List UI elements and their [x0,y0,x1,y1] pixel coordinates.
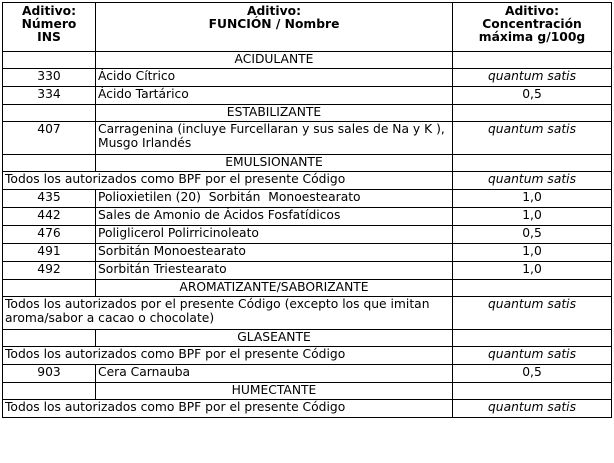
table-row [3,347,612,365]
section-title: ACIDULANTE [96,52,453,69]
conc-cell: quantum satis [453,69,612,87]
header-row [3,3,612,52]
section-title: AROMATIZANTE/SABORIZANTE [96,280,453,297]
header-concentration: Aditivo: Concentración máxima g/100g [453,3,612,52]
ins-cell: 330 [3,69,96,87]
conc-cell: quantum satis [453,297,612,330]
conc-cell: 1,0 [453,244,612,262]
ins-cell: 435 [3,190,96,208]
conc-cell: 0,5 [453,365,612,383]
name-cell: Ácido Tartárico [96,87,453,105]
name-cell: Sorbitán Triestearato [96,262,453,280]
conc-cell: 0,5 [453,226,612,244]
table-row [3,208,612,226]
table-row [3,400,612,418]
general-text-cell: Todos los autorizados como BPF por el presente Código [3,172,453,190]
section-title: ESTABILIZANTE [96,105,453,122]
section-title: GLASEANTE [96,330,453,347]
section-row [3,383,612,400]
section-row [3,155,612,172]
conc-cell: 0,5 [453,87,612,105]
table-row [3,87,612,105]
section-row [3,105,612,122]
table-row [3,297,612,330]
general-text-cell: Todos los autorizados como BPF por el presente Código [3,400,453,418]
conc-cell: quantum satis [453,347,612,365]
table-row [3,69,612,87]
section-row [3,280,612,297]
header-ins: Aditivo: Número INS [3,3,96,52]
section-row [3,330,612,347]
section-title: HUMECTANTE [96,383,453,400]
name-cell: Sales de Amonio de Ácidos Fosfatídicos [96,208,453,226]
conc-cell: 1,0 [453,262,612,280]
ins-cell: 491 [3,244,96,262]
section-row [3,52,612,69]
name-cell: Carragenina (incluye Furcellaran y sus sales de Na y K ), Musgo Irlandés [96,122,453,155]
ins-cell: 903 [3,365,96,383]
table-row [3,244,612,262]
header-function: Aditivo: FUNCIÓN / Nombre [96,3,453,52]
name-cell: Ácido Cítrico [96,69,453,87]
name-cell: Poliglicerol Polirricinoleato [96,226,453,244]
ins-cell: 476 [3,226,96,244]
table-row [3,190,612,208]
additives-table [2,2,612,418]
section-title: EMULSIONANTE [96,155,453,172]
conc-cell: 1,0 [453,208,612,226]
conc-cell: quantum satis [453,400,612,418]
general-text-cell: Todos los autorizados por el presente Código (excepto los que imitan aroma/sabor a cacao o chocolate) [3,297,453,330]
table-row [3,365,612,383]
name-cell: Polioxietilen (20) Sorbitán Monoestearato [96,190,453,208]
name-cell: Cera Carnauba [96,365,453,383]
table-row [3,262,612,280]
table-row [3,172,612,190]
name-cell: Sorbitán Monoestearato [96,244,453,262]
table-row [3,122,612,155]
ins-cell: 334 [3,87,96,105]
ins-cell: 442 [3,208,96,226]
conc-cell: quantum satis [453,122,612,155]
ins-cell: 492 [3,262,96,280]
conc-cell: quantum satis [453,172,612,190]
conc-cell: 1,0 [453,190,612,208]
general-text-cell: Todos los autorizados como BPF por el presente Código [3,347,453,365]
ins-cell: 407 [3,122,96,155]
table-row [3,226,612,244]
